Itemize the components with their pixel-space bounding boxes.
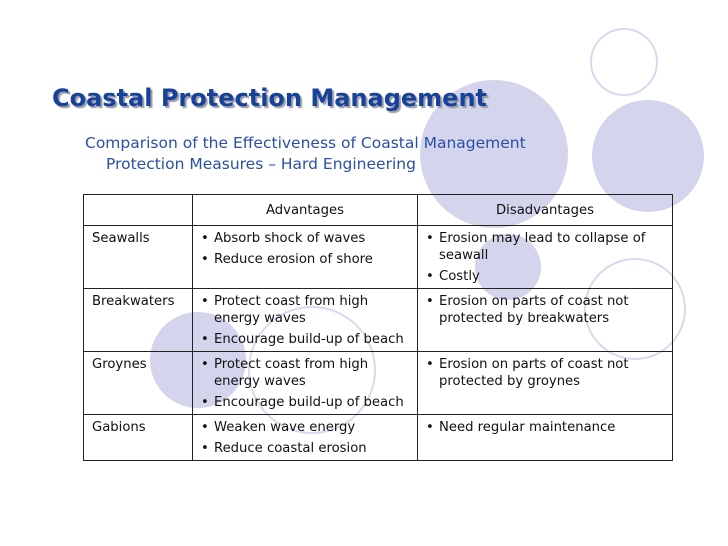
header-advantages: Advantages (193, 195, 418, 226)
list-item: • Erosion may lead to collapse of seawall (424, 230, 666, 264)
advantages-cell (193, 415, 418, 461)
subtitle-line-2: Protection Measures – Hard Engineering (106, 155, 416, 173)
advantages-cell (193, 352, 418, 415)
list-item: • Weaken wave energy (199, 419, 411, 436)
row-label: Gabions (84, 415, 193, 461)
list-item: • Absorb shock of waves (199, 230, 411, 247)
slide-title: Coastal Protection Management (52, 84, 488, 112)
table-header-row (84, 195, 673, 226)
list-item: • Protect coast from high energy waves (199, 356, 411, 390)
header-blank (84, 195, 193, 226)
list-item: • Encourage build-up of beach (199, 331, 411, 348)
disadvantages-cell (418, 226, 673, 289)
list-item: • Costly (424, 268, 666, 285)
table-row-breakwaters (84, 289, 673, 352)
list-item: • Erosion on parts of coast not protected by breakwaters (424, 293, 666, 327)
decorative-ring-top-right (590, 28, 658, 96)
list-item: • Reduce erosion of shore (199, 251, 411, 268)
table-row-seawalls (84, 226, 673, 289)
list-item: • Erosion on parts of coast not protected by groynes (424, 356, 666, 390)
row-label: Groynes (84, 352, 193, 415)
table-row-gabions (84, 415, 673, 461)
list-item: • Reduce coastal erosion (199, 440, 411, 457)
row-label: Seawalls (84, 226, 193, 289)
comparison-table (83, 194, 673, 461)
list-item: • Need regular maintenance (424, 419, 666, 436)
subtitle-line-1: Comparison of the Effectiveness of Coastal Management (85, 134, 526, 152)
advantages-cell (193, 226, 418, 289)
disadvantages-cell (418, 415, 673, 461)
table-row-groynes (84, 352, 673, 415)
list-item: • Protect coast from high energy waves (199, 293, 411, 327)
row-label: Breakwaters (84, 289, 193, 352)
disadvantages-cell (418, 352, 673, 415)
list-item: • Encourage build-up of beach (199, 394, 411, 411)
advantages-cell (193, 289, 418, 352)
header-disadvantages: Disadvantages (418, 195, 673, 226)
slide-subtitle (85, 133, 625, 175)
disadvantages-cell (418, 289, 673, 352)
